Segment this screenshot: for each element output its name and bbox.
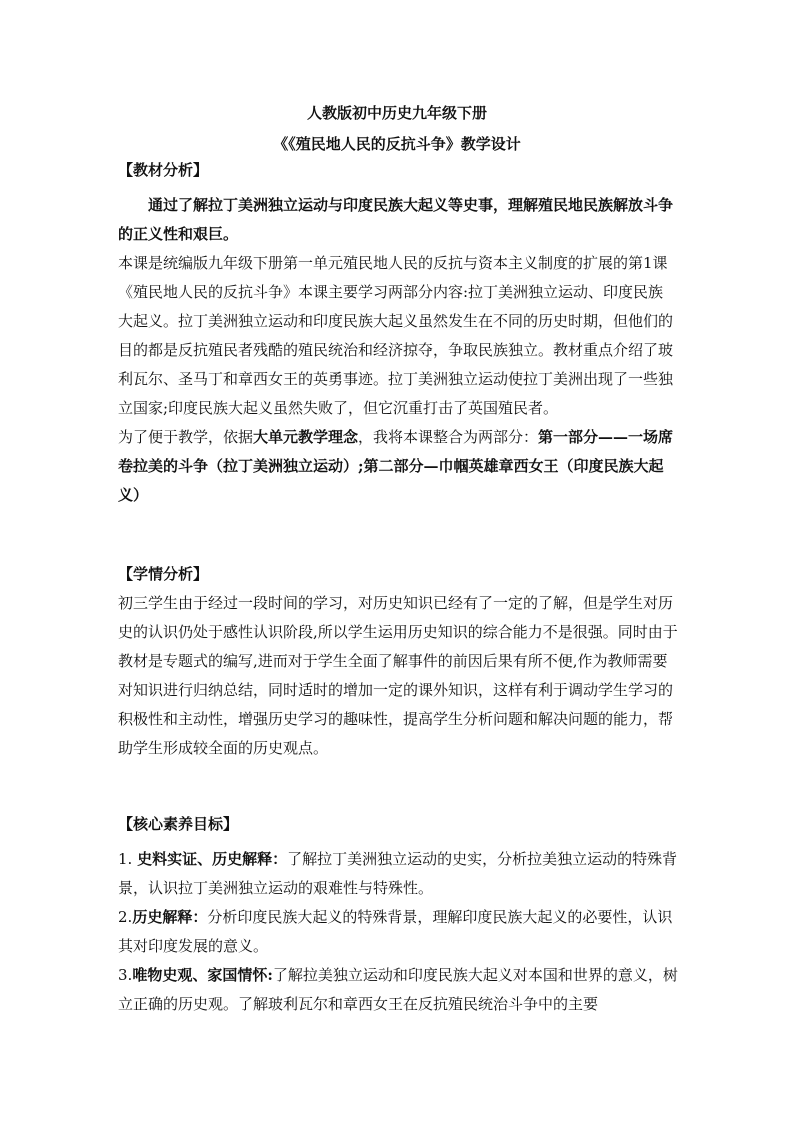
plan-parts: 第一部分——一场席卷拉美的斗争（拉丁美洲独立运动）;第二部分—巾帼英雄章西女王（印度民族大起义） — [118, 428, 674, 504]
goal-label: 唯物史观、家国情怀: — [132, 966, 273, 984]
goal-item — [118, 961, 678, 1019]
section-learner-analysis — [118, 560, 678, 763]
section-textbook-analysis — [118, 156, 678, 510]
document-subtitle: 《《殖民地人民的反抗斗争》教学设计 — [273, 135, 521, 153]
goal-text: 分析印度民族大起义的特殊背景，理解印度民族大起义的必要性，认识其对印度发展的意义。 — [118, 908, 673, 955]
goal-number: 1. — [118, 850, 138, 868]
goal-label: 史料实证、历史解释： — [137, 850, 288, 868]
goal-number: 2. — [118, 908, 133, 926]
body-paragraph: 本课是统编版九年级下册第一单元殖民地人民的反抗与资本主义制度的扩展的第1课《殖民地人民的反抗斗争》本课主要学习两部分内容:拉丁美洲独立运动、印度民族大起义。拉丁美洲独立运动和印度民族大起义虽然发生在不同的历史时期，但他们的目的都是反抗殖民者残酷的殖民统治和经济掠夺，争取民族独立。教材重点介绍了玻利瓦尔、圣马丁和章西女王的英勇事迹。拉丁美洲独立运动使拉丁美洲出现了一些独立国家;印度民族大起义虽然失败了，但它沉重打击了英国殖民者。 — [118, 254, 674, 417]
section-heading: 【学情分析】 — [118, 565, 209, 583]
plan-paragraph — [118, 423, 678, 510]
goal-number: 3. — [118, 966, 133, 984]
goal-item — [118, 903, 678, 961]
section-core-goals — [118, 810, 678, 1019]
goal-label: 历史解释： — [132, 908, 208, 926]
section-heading: 【核心素养目标】 — [118, 815, 239, 833]
goal-text: 了解拉丁美洲独立运动的史实，分析拉美独立运动的特殊背景，认识拉丁美洲独立运动的艰难性与特殊性。 — [118, 850, 678, 897]
plan-concept: 大单元教学理念 — [253, 428, 359, 446]
goal-text: 了解拉美独立运动和印度民族大起义对本国和世界的意义，树立正确的历史观。了解玻利瓦尔和章西女王在反抗殖民统治斗争中的主要 — [118, 966, 678, 1013]
plan-mid: ，我将本课整合为两部分： — [358, 428, 539, 446]
document-title: 人教版初中历史九年级下册 — [306, 104, 487, 122]
section-heading: 【教材分析】 — [118, 161, 209, 179]
lead-paragraph: 通过了解拉丁美洲独立运动与印度民族大起义等史事，理解殖民地民族解放斗争的正义性和艰巨。 — [118, 196, 674, 243]
goal-item — [118, 845, 678, 903]
plan-intro: 为了便于教学，依据 — [118, 428, 254, 446]
body-paragraph: 初三学生由于经过一段时间的学习，对历史知识已经有了一定的了解，但是学生对历史的认识仍处于感性认识阶段,所以学生运用历史知识的综合能力不是很强。同时由于教材是专题式的编写,进而对于学生全面了解事件的前因后果有所不便,作为教师需要对知识进行归纳总结，同时适时的增加一定的课外知识，这样有利于调动学生学习的积极性和主动性，增强历史学习的趣味性，提高学生分析问题和解决问题的能力，帮助学生形成较全面的历史观点。 — [118, 594, 678, 757]
